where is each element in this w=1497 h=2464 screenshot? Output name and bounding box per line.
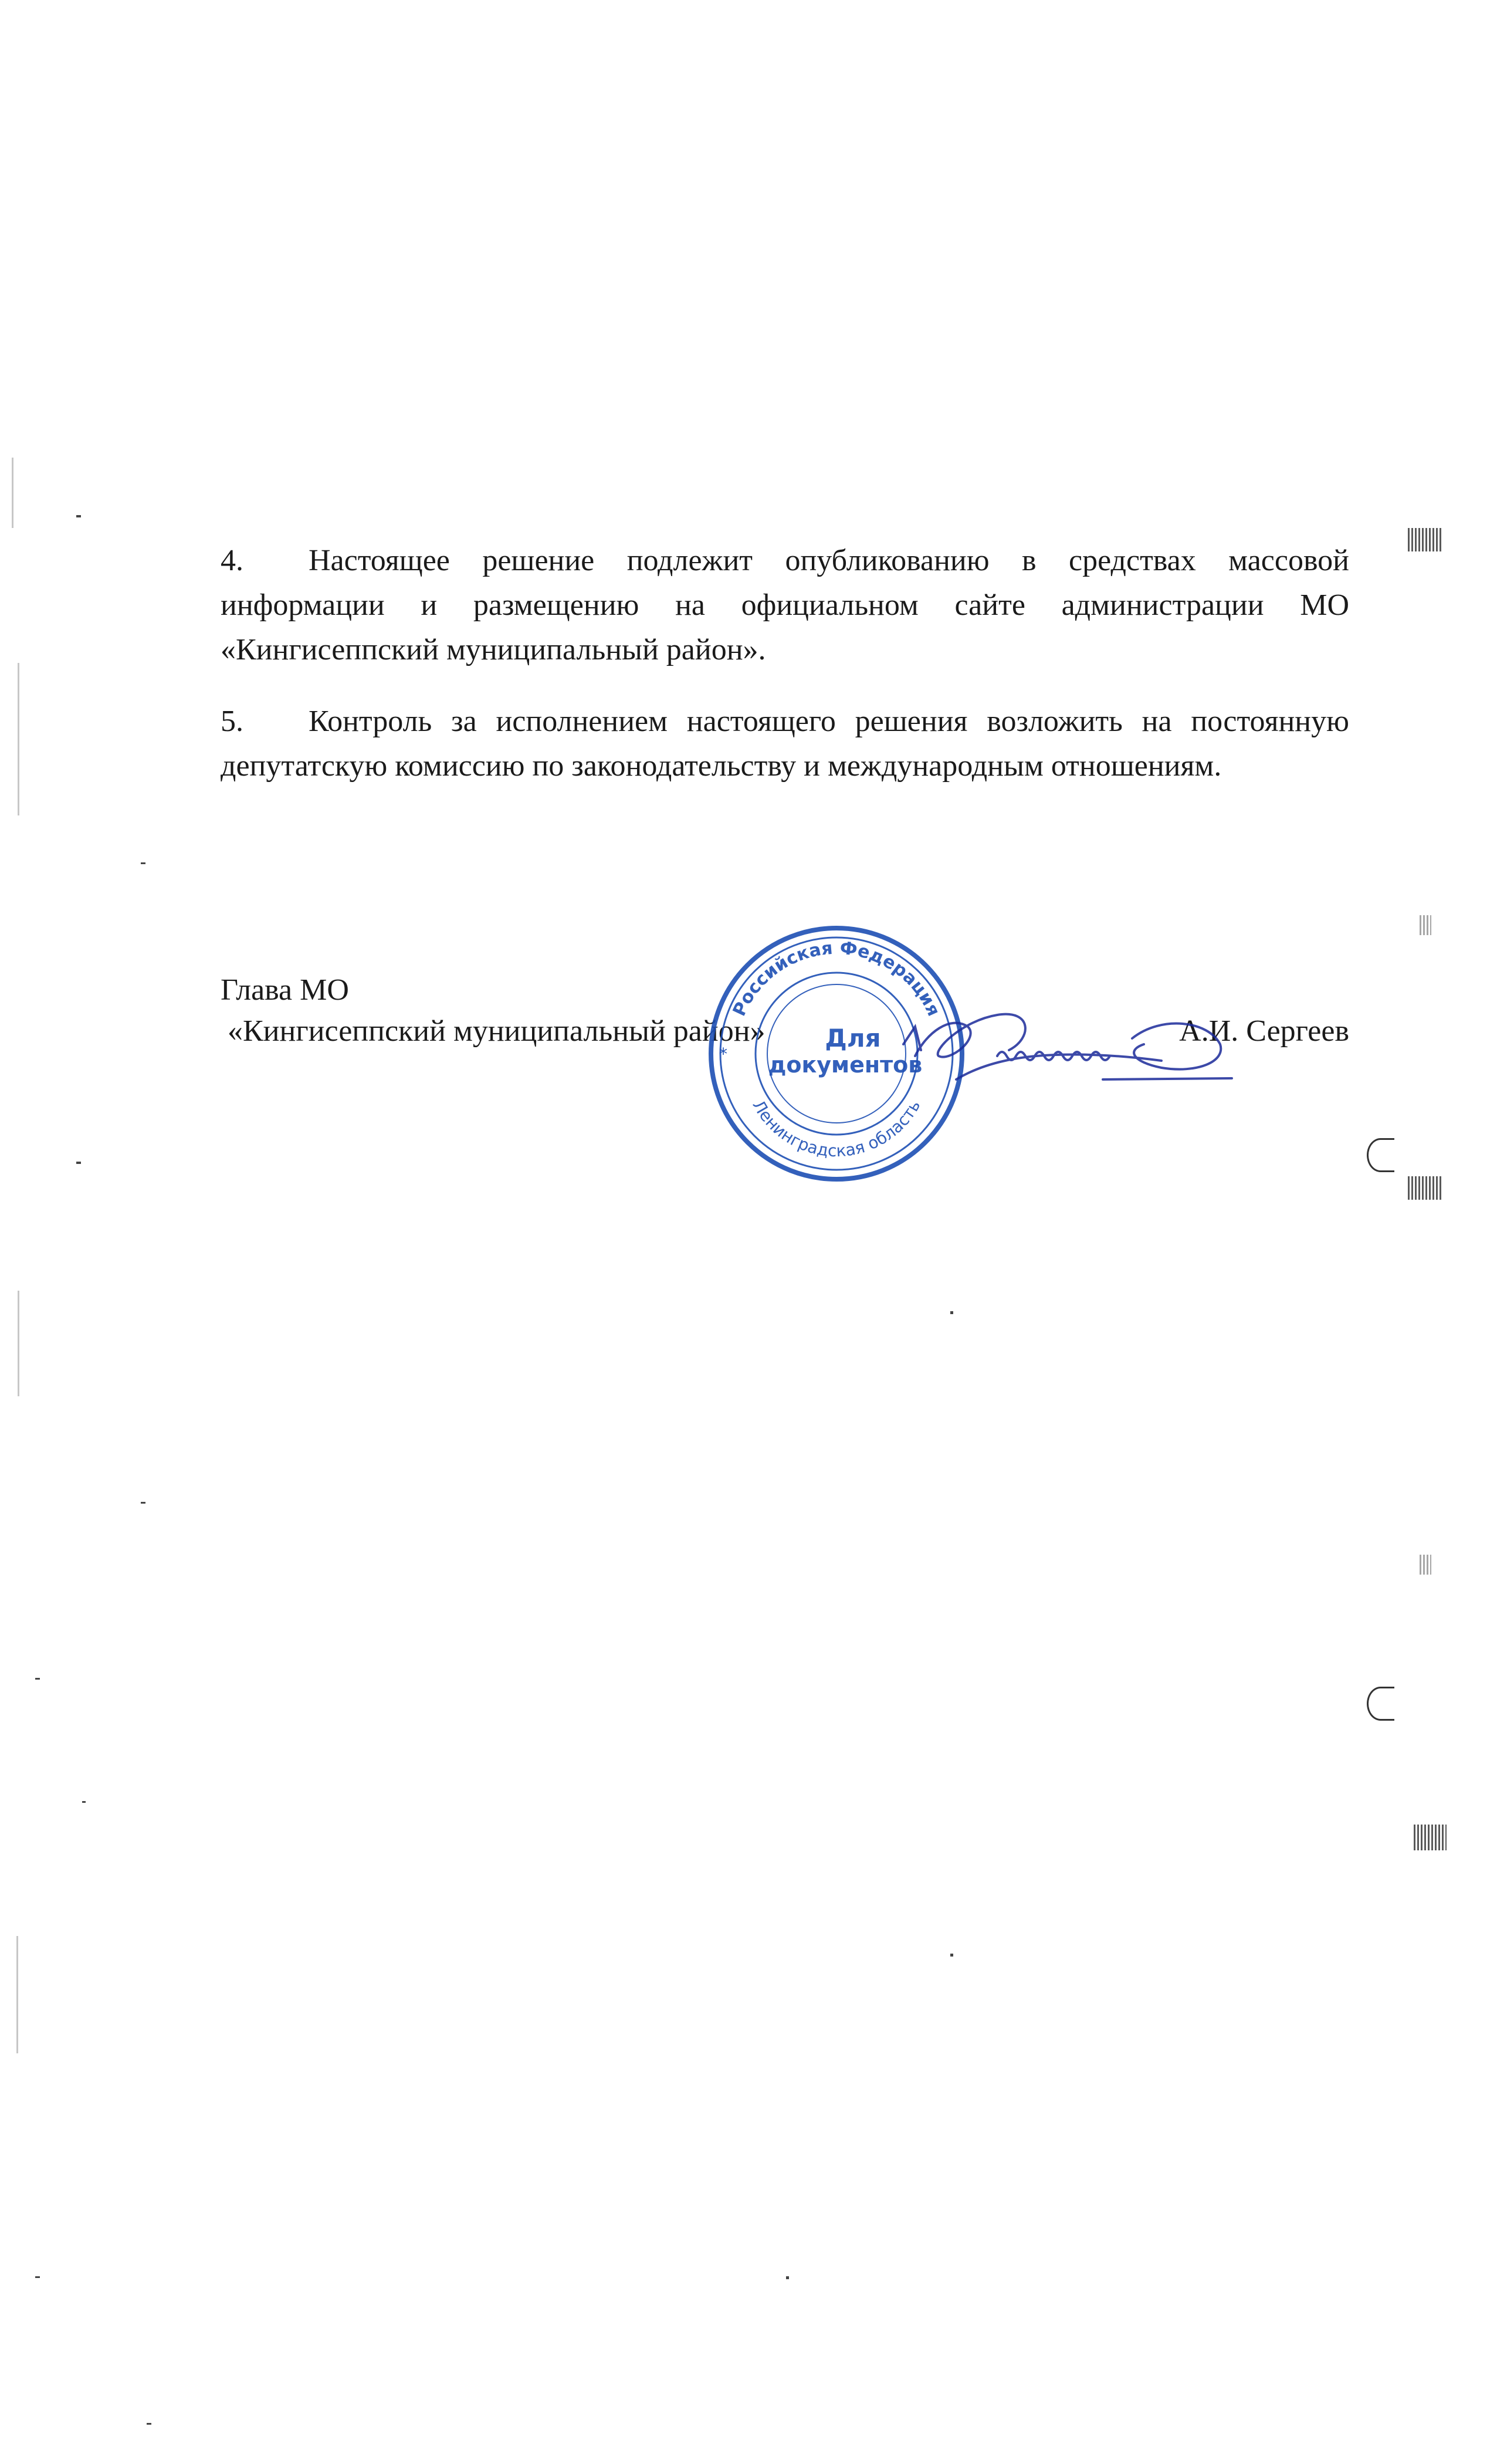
paragraph-4-number: 4. — [221, 544, 243, 577]
seal-bottom-text: Ленинградская область — [749, 1096, 924, 1161]
scan-edge-line — [12, 458, 13, 528]
seal-center-line2: документов — [768, 1052, 923, 1078]
seal-outer-text: Российская Федерация — [729, 937, 944, 1020]
svg-text:*: * — [719, 1044, 727, 1064]
scan-noise — [1414, 1825, 1447, 1850]
paragraph-4 — [221, 539, 1349, 672]
scan-noise — [1408, 528, 1443, 551]
scan-edge-line — [16, 1936, 18, 2053]
scan-dot — [35, 2276, 40, 2278]
signatory-title: Глава МО — [221, 973, 349, 1007]
paragraph-5-text: Контроль за исполнением настоящего решения возложить на постоянную депутатскую комиссию по законодательству и международным отношениям. — [221, 705, 1349, 783]
signatory-district: «Кингисеппский муниципальный район» — [228, 1014, 766, 1048]
punch-hole-mark — [1367, 1138, 1394, 1172]
signatory-name: А.И. Сергеев — [1179, 1014, 1349, 1048]
scan-edge-line — [18, 663, 19, 815]
scan-dot — [35, 1678, 40, 1680]
paragraph-5-number: 5. — [221, 705, 243, 738]
scan-dot — [141, 1502, 145, 1504]
scan-dot — [76, 1162, 81, 1164]
scan-dot — [950, 1954, 953, 1957]
scan-dot — [147, 2423, 151, 2425]
paragraph-4-text: Настоящее решение подлежит опубликованию в средствах массовой информации и размещению на официальном сайте администрации МО «Кингисеппский муниципальный район». — [221, 544, 1349, 666]
scan-dot — [141, 862, 145, 864]
punch-hole-mark — [1367, 1687, 1394, 1721]
scan-dot — [786, 2276, 789, 2279]
scan-dot — [82, 1801, 86, 1803]
scan-dot — [76, 515, 81, 517]
scan-dot — [950, 1311, 953, 1314]
scan-edge-line — [18, 1291, 19, 1396]
scan-noise — [1408, 1176, 1443, 1200]
seal-center-line1: Для — [825, 1024, 881, 1052]
scan-noise — [1420, 1555, 1431, 1575]
scan-noise — [1420, 915, 1431, 935]
handwritten-signature — [880, 991, 1244, 1097]
paragraph-5 — [221, 699, 1349, 788]
